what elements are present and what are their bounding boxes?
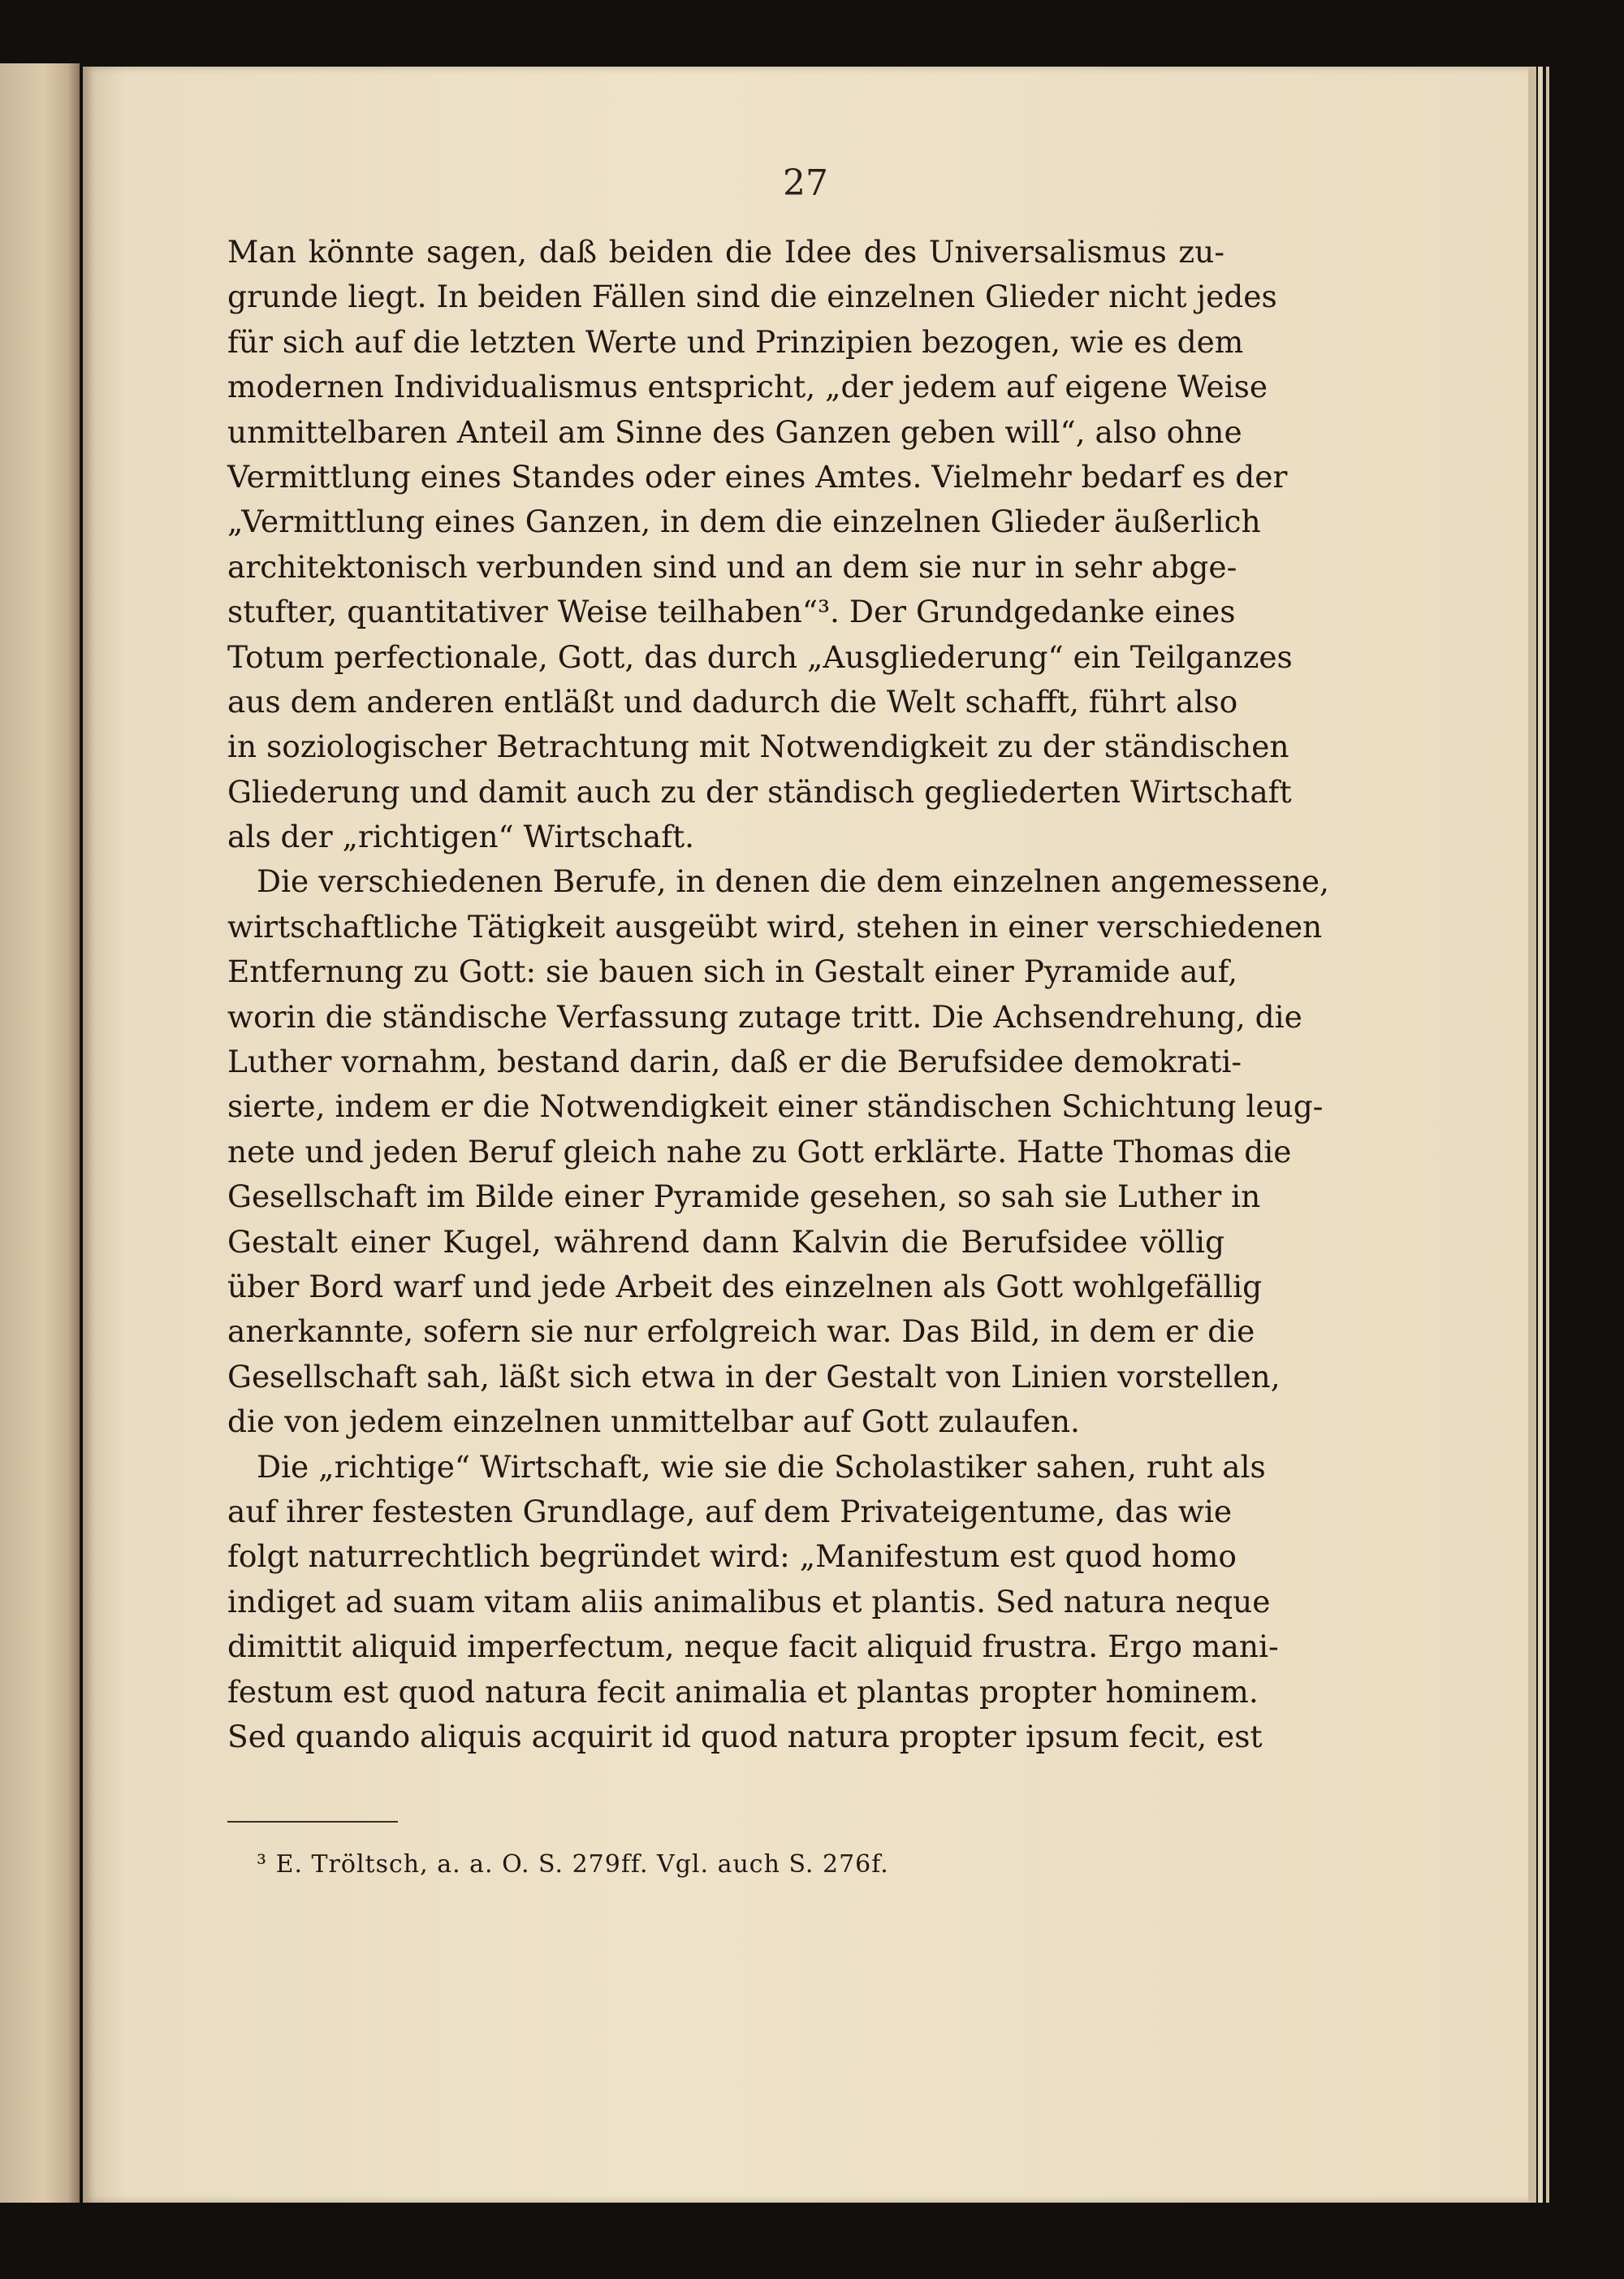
text-line: Vermittlung eines Standes oder eines Amtes. Vielmehr bedarf es der — [227, 458, 1288, 495]
text-line: indiget ad suam vitam aliis animalibus et plantis. Sed natura neque — [227, 1583, 1271, 1620]
text-line: „Vermittlung eines Ganzen, in dem die einzelnen Glieder äußerlich — [227, 504, 1261, 540]
text-line: grunde liegt. In beiden Fällen sind die einzelnen Glieder nicht jedes — [227, 279, 1277, 315]
left-page-edge — [0, 63, 80, 2203]
text-line: Man könnte sagen, daß beiden die Idee des Universalismus zu- — [227, 234, 1224, 270]
text-line: unmittelbaren Anteil am Sinne des Ganzen geben will“, also ohne — [227, 413, 1242, 450]
page-stack-edge — [1546, 67, 1549, 2203]
text-line: Sed quando aliquis acquirit id quod natura propter ipsum fecit, est — [227, 1718, 1263, 1754]
body-text — [227, 230, 1329, 1759]
footnote-divider — [227, 1821, 398, 1823]
text-line: Die „richtige“ Wirtschaft, wie sie die Scholastiker sahen, ruht als — [257, 1448, 1266, 1485]
text-line: für sich auf die letzten Werte und Prinzipien bezogen, wie es dem — [227, 323, 1244, 360]
page-stack-edge — [1528, 67, 1536, 2203]
text-line: auf ihrer festesten Grundlage, auf dem Privateigentume, das wie — [227, 1493, 1233, 1529]
text-line: architektonisch verbunden sind und an dem sie nur in sehr abge- — [227, 548, 1237, 585]
text-line: wirtschaftliche Tätigkeit ausgeübt wird, stehen in einer verschiedenen — [227, 908, 1323, 945]
text-line: Totum perfectionale, Gott, das durch „Ausgliederung“ ein Teilganzes — [227, 638, 1293, 675]
text-line: Gesellschaft sah, läßt sich etwa in der Gestalt von Linien vorstellen, — [227, 1358, 1281, 1395]
text-line: stufter, quantitativer Weise teilhaben“³. Der Grundgedanke eines — [227, 594, 1236, 630]
page-stack-edge — [1538, 67, 1543, 2203]
text-line: folgt naturrechtlich begründet wird: „Manifestum est quod homo — [227, 1538, 1237, 1575]
text-line: als der „richtigen“ Wirtschaft. — [227, 819, 695, 855]
text-line: festum est quod natura fecit animalia et plantas propter hominem. — [227, 1673, 1259, 1710]
text-line: modernen Individualismus entspricht, „der jedem auf eigene Weise — [227, 369, 1268, 405]
footnote: ³ E. Tröltsch, a. a. O. S. 279ff. Vgl. auch S. 276f. — [257, 1850, 889, 1879]
text-line: Die verschiedenen Berufe, in denen die dem einzelnen angemessene, — [257, 863, 1329, 900]
text-line: in soziologischer Betrachtung mit Notwendigkeit zu der ständischen — [227, 729, 1289, 765]
text-line: Luther vornahm, bestand darin, daß er die Berufsidee demokrati- — [227, 1044, 1242, 1080]
text-line: die von jedem einzelnen unmittelbar auf Gott zulaufen. — [227, 1403, 1080, 1440]
text-line: Gestalt einer Kugel, während dann Kalvin die Berufsidee völlig — [227, 1223, 1224, 1260]
text-line: anerkannte, sofern sie nur erfolgreich war. Das Bild, in dem er die — [227, 1313, 1255, 1350]
text-line: Gliederung und damit auch zu der ständisch gegliederten Wirtschaft — [227, 773, 1292, 810]
text-line: nete und jeden Beruf gleich nahe zu Gott erklärte. Hatte Thomas die — [227, 1133, 1292, 1170]
text-line: dimittit aliquid imperfectum, neque facit aliquid frustra. Ergo mani- — [227, 1628, 1279, 1665]
text-line: aus dem anderen entläßt und dadurch die Welt schafft, führt also — [227, 683, 1238, 720]
text-line: über Bord warf und jede Arbeit des einzelnen als Gott wohlgefällig — [227, 1268, 1263, 1304]
text-line: Entfernung zu Gott: sie bauen sich in Gestalt einer Pyramide auf, — [227, 954, 1238, 990]
text-line: worin die ständische Verfassung zutage tritt. Die Achsendrehung, die — [227, 998, 1302, 1035]
text-line: sierte, indem er die Notwendigkeit einer ständischen Schichtung leug- — [227, 1088, 1324, 1125]
page-number: 27 — [783, 162, 828, 204]
text-line: Gesellschaft im Bilde einer Pyramide gesehen, so sah sie Luther in — [227, 1178, 1261, 1215]
